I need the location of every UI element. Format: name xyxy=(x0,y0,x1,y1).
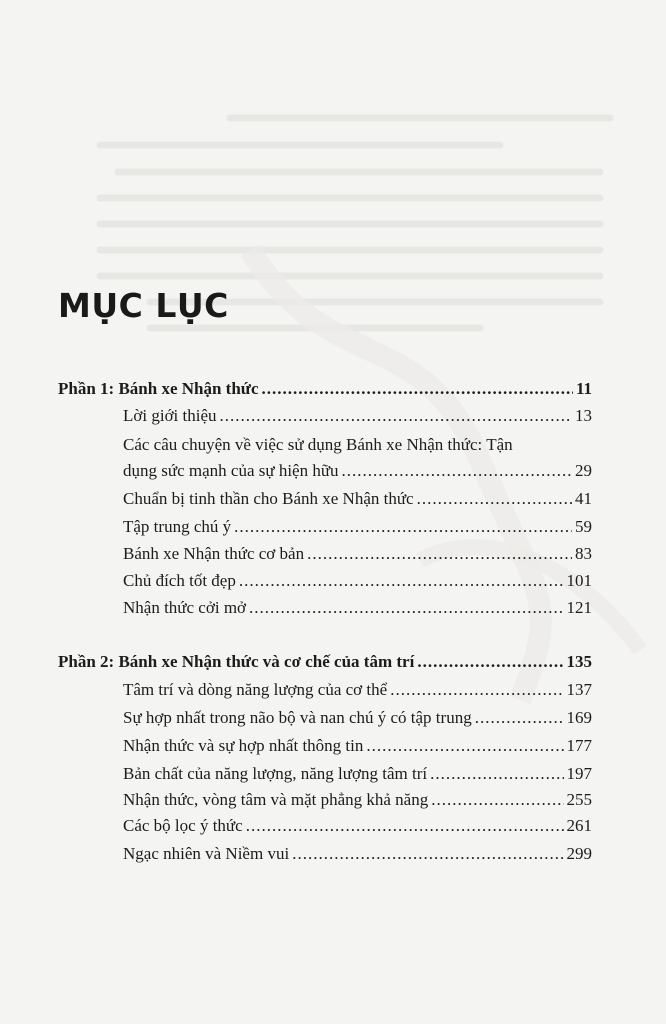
page-title: MỤC LỤC xyxy=(58,286,229,325)
toc-page-number: 169 xyxy=(566,708,592,727)
toc-leader-dots xyxy=(220,405,572,427)
toc-page-number: 83 xyxy=(575,544,592,563)
toc-page-number: 137 xyxy=(566,680,592,699)
toc-page-number: 255 xyxy=(566,790,592,809)
toc-entry-label: Sự hợp nhất trong não bộ và nan chú ý có tập trung xyxy=(123,708,472,727)
toc-entry-label: Lời giới thiệu xyxy=(123,406,217,425)
toc-entry xyxy=(123,763,592,785)
toc-entry-label: Bản chất của năng lượng, năng lượng tâm trí xyxy=(123,764,428,783)
toc-page-number: 29 xyxy=(575,461,592,480)
toc-entry xyxy=(123,679,592,701)
toc-page-number: 41 xyxy=(575,489,592,508)
toc-entry-label: Nhận thức, vòng tâm và mặt phẳng khả năng xyxy=(123,790,429,809)
toc-leader-dots xyxy=(307,543,572,565)
toc-entry-label: Bánh xe Nhận thức cơ bản xyxy=(123,544,305,563)
toc-entry xyxy=(123,707,592,729)
toc-entry xyxy=(123,488,592,510)
toc-entry xyxy=(123,815,592,837)
toc-entry xyxy=(123,789,592,811)
toc-page-number: 299 xyxy=(566,844,592,863)
toc-entry-label: Nhận thức và sự hợp nhất thông tin xyxy=(123,736,364,755)
toc-entry xyxy=(123,405,592,427)
toc-entry-label: Các bộ lọc ý thức xyxy=(123,816,243,835)
toc-leader-dots xyxy=(292,843,563,865)
toc-leader-dots xyxy=(249,597,563,619)
toc-entry xyxy=(123,843,592,865)
toc-page-number: 261 xyxy=(566,816,592,835)
toc-page-number: 197 xyxy=(566,764,592,783)
toc-entry-label: Tâm trí và dòng năng lượng của cơ thể xyxy=(123,680,388,699)
toc-entry-label: Chuẩn bị tinh thần cho Bánh xe Nhận thức xyxy=(123,489,414,508)
toc-page-number: 135 xyxy=(566,652,592,671)
toc-page-number: 121 xyxy=(566,598,592,617)
toc-page-number: 13 xyxy=(575,406,592,425)
toc-page-number: 177 xyxy=(566,736,592,755)
toc-page-number: 59 xyxy=(575,517,592,536)
toc-entry xyxy=(123,597,592,619)
toc-entry-label: dụng sức mạnh của sự hiện hữu xyxy=(123,461,339,480)
toc-entry xyxy=(123,570,592,592)
toc-leader-dots xyxy=(366,735,563,757)
toc-entry-label-line1: Các câu chuyện về việc sử dụng Bánh xe Nhận thức: Tận xyxy=(123,435,513,454)
toc-leader-dots xyxy=(430,763,563,785)
toc-page-number: 101 xyxy=(566,571,592,590)
toc-entry xyxy=(123,735,592,757)
toc-leader-dots xyxy=(342,460,572,482)
toc-entry-label: Tập trung chú ý xyxy=(123,517,232,536)
toc-part-label: Phần 2: Bánh xe Nhận thức và cơ chế của tâm trí xyxy=(58,652,415,671)
toc-part-1 xyxy=(58,378,592,400)
toc-leader-dots xyxy=(239,570,564,592)
toc-part-2 xyxy=(58,651,592,673)
toc-leader-dots xyxy=(475,707,564,729)
toc-entry xyxy=(123,460,592,482)
toc-entry xyxy=(123,516,592,538)
toc-leader-dots xyxy=(431,789,563,811)
toc-leader-dots xyxy=(246,815,564,837)
toc-entry-label: Chủ đích tốt đẹp xyxy=(123,571,236,590)
toc-page-number: 11 xyxy=(575,379,592,398)
toc-leader-dots xyxy=(390,679,563,701)
toc-leader-dots xyxy=(417,651,563,673)
toc-entry-label: Nhận thức cởi mở xyxy=(123,598,247,617)
toc-leader-dots xyxy=(262,378,573,400)
toc-leader-dots xyxy=(234,516,572,538)
toc-part-label: Phần 1: Bánh xe Nhận thức xyxy=(58,379,259,398)
toc-leader-dots xyxy=(417,488,572,510)
toc-entry-label: Ngạc nhiên và Niềm vui xyxy=(123,844,290,863)
toc-entry xyxy=(123,543,592,565)
